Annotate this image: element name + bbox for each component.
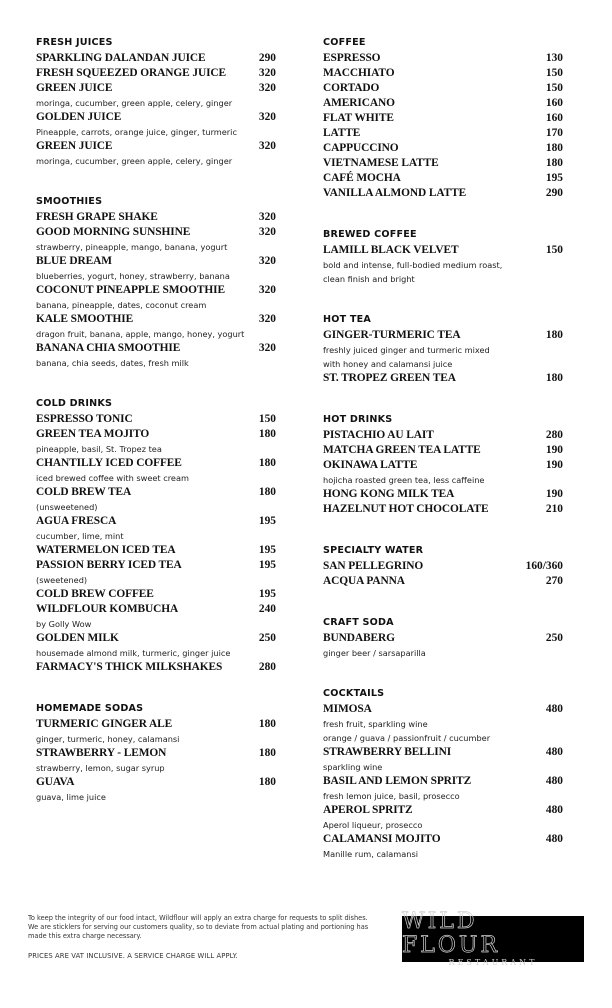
item-name: LATTE bbox=[323, 127, 361, 139]
menu-item bbox=[36, 51, 276, 66]
menu-item bbox=[323, 328, 563, 371]
section-smoothies bbox=[36, 195, 276, 370]
item-description: bold and intense, full-bodied medium roast, bbox=[323, 260, 503, 270]
item-name: FLAT WHITE bbox=[323, 112, 394, 124]
item-name: BLUE DREAM bbox=[36, 255, 112, 267]
section-homemade-sodas bbox=[36, 702, 276, 804]
menu-item bbox=[36, 139, 276, 168]
menu-item bbox=[36, 66, 276, 81]
menu-item bbox=[36, 514, 276, 543]
item-name: CORTADO bbox=[323, 82, 380, 94]
item-description: blueberries, yogurt, honey, strawberry, banana bbox=[36, 271, 230, 281]
item-description: moringa, cucumber, green apple, celery, ginger bbox=[36, 156, 233, 166]
section-cocktails bbox=[323, 687, 563, 861]
menu-item bbox=[36, 602, 276, 631]
menu-item bbox=[323, 141, 563, 156]
item-description: fresh fruit, sparkling wine bbox=[323, 719, 428, 729]
section-specialty-water bbox=[323, 544, 563, 589]
item-name: TURMERIC GINGER ALE bbox=[36, 718, 173, 730]
notice-line: We are sticklers for serving our customers quality, so to deviate from actual plating and portioning has bbox=[28, 923, 369, 931]
section-coffee bbox=[323, 36, 563, 201]
section-title: CRAFT SODA bbox=[323, 617, 394, 628]
menu-item bbox=[323, 243, 563, 286]
menu-item bbox=[36, 543, 276, 558]
menu-item bbox=[323, 443, 563, 458]
item-description: moringa, cucumber, green apple, celery, ginger bbox=[36, 98, 233, 108]
item-price: 170 bbox=[545, 127, 563, 139]
menu-item bbox=[36, 717, 276, 746]
item-price: 195 bbox=[258, 544, 276, 556]
section-craft-soda bbox=[323, 616, 563, 660]
menu-item bbox=[36, 485, 276, 514]
item-name: GREEN JUICE bbox=[36, 140, 113, 152]
menu-item bbox=[323, 803, 563, 832]
item-description: dragon fruit, banana, apple, mango, honey, yogurt bbox=[36, 329, 245, 339]
item-price: 290 bbox=[258, 52, 276, 64]
item-description: fresh lemon juice, basil, prosecco bbox=[323, 791, 460, 801]
menu-item bbox=[36, 225, 276, 254]
item-price: 320 bbox=[258, 284, 276, 296]
menu-item bbox=[323, 487, 563, 502]
menu-item bbox=[323, 832, 563, 861]
item-name: ST. TROPEZ GREEN TEA bbox=[323, 372, 456, 384]
item-description: ginger beer / sarsaparilla bbox=[323, 648, 426, 658]
item-name: BANANA CHIA SMOOTHIE bbox=[36, 342, 181, 354]
item-description: (sweetened) bbox=[36, 575, 88, 585]
menu-item bbox=[323, 126, 563, 141]
item-description: iced brewed coffee with sweet cream bbox=[36, 473, 189, 483]
menu-item bbox=[323, 51, 563, 66]
wildflour-logo bbox=[402, 909, 584, 967]
item-price: 280 bbox=[545, 429, 563, 441]
menu-item bbox=[323, 458, 563, 487]
item-price: 190 bbox=[545, 459, 563, 471]
item-price: 180 bbox=[545, 142, 563, 154]
section-title: COCKTAILS bbox=[323, 688, 385, 699]
menu-item bbox=[323, 559, 563, 574]
item-price: 240 bbox=[258, 603, 276, 615]
item-name: STRAWBERRY - LEMON bbox=[36, 747, 167, 759]
item-price: 320 bbox=[258, 342, 276, 354]
item-price: 250 bbox=[258, 632, 276, 644]
item-description: banana, pineapple, dates, coconut cream bbox=[36, 300, 207, 310]
menu-item bbox=[36, 254, 276, 283]
menu-item bbox=[36, 412, 276, 427]
item-description: strawberry, pineapple, mango, banana, yogurt bbox=[36, 242, 228, 252]
section-title: SMOOTHIES bbox=[36, 196, 103, 207]
item-name: HONG KONG MILK TEA bbox=[323, 488, 455, 500]
item-name: SPARKLING DALANDAN JUICE bbox=[36, 52, 206, 64]
menu-item bbox=[323, 111, 563, 126]
item-name: BASIL AND LEMON SPRITZ bbox=[323, 775, 472, 787]
menu-item bbox=[36, 110, 276, 139]
menu-item bbox=[36, 283, 276, 312]
item-price: 160 bbox=[545, 97, 563, 109]
item-name: COCONUT PINEAPPLE SMOOTHIE bbox=[36, 284, 225, 296]
item-price: 190 bbox=[545, 488, 563, 500]
item-price: 190 bbox=[545, 444, 563, 456]
section-brewed-coffee bbox=[323, 228, 563, 286]
menu-right-column bbox=[323, 36, 563, 888]
section-title: BREWED COFFEE bbox=[323, 229, 417, 240]
menu-item bbox=[36, 210, 276, 225]
item-price: 150 bbox=[258, 413, 276, 425]
item-price: 180 bbox=[545, 372, 563, 384]
item-name: KALE SMOOTHIE bbox=[36, 313, 134, 325]
item-name: LAMILL BLACK VELVET bbox=[323, 244, 459, 256]
logo-subtitle: RESTAURANT bbox=[448, 958, 538, 967]
item-price: 480 bbox=[545, 703, 563, 715]
item-name: AMERICANO bbox=[323, 97, 395, 109]
notice-line: To keep the integrity of our food intact, Wildflour will apply an extra charge for requests to split dishes. bbox=[28, 914, 368, 922]
item-name: CHANTILLY ICED COFFEE bbox=[36, 457, 182, 469]
menu-item bbox=[323, 774, 563, 803]
item-price: 320 bbox=[258, 111, 276, 123]
item-description: banana, chia seeds, dates, fresh milk bbox=[36, 358, 189, 368]
menu-item bbox=[36, 427, 276, 456]
item-description: Pineapple, carrots, orange juice, ginger, turmeric bbox=[36, 127, 237, 137]
menu-item bbox=[36, 746, 276, 775]
menu-item bbox=[323, 502, 563, 517]
item-name: GREEN JUICE bbox=[36, 82, 113, 94]
item-name: WILDFLOUR KOMBUCHA bbox=[36, 603, 179, 615]
item-name: VIETNAMESE LATTE bbox=[323, 157, 439, 169]
item-price: 180 bbox=[258, 776, 276, 788]
item-price: 320 bbox=[258, 226, 276, 238]
section-hot-tea bbox=[323, 313, 563, 386]
item-name: ESPRESSO TONIC bbox=[36, 413, 133, 425]
item-price: 320 bbox=[258, 211, 276, 223]
item-description: (unsweetened) bbox=[36, 502, 98, 512]
item-name: GINGER-TURMERIC TEA bbox=[323, 329, 461, 341]
item-name: ESPRESSO bbox=[323, 52, 381, 64]
item-price: 480 bbox=[545, 833, 563, 845]
menu-item bbox=[323, 96, 563, 111]
item-description: clean finish and bright bbox=[323, 274, 415, 284]
logo-wordmark: WILD FLOUR bbox=[402, 909, 501, 958]
item-name: FRESH SQUEEZED ORANGE JUICE bbox=[36, 67, 227, 79]
item-name: WATERMELON ICED TEA bbox=[36, 544, 176, 556]
item-description: ginger, turmeric, honey, calamansi bbox=[36, 734, 180, 744]
section-title: SPECIALTY WATER bbox=[323, 545, 424, 556]
item-name: GOLDEN MILK bbox=[36, 632, 119, 644]
item-name: CAPPUCCINO bbox=[323, 142, 399, 154]
item-price: 290 bbox=[545, 187, 563, 199]
menu-item bbox=[36, 587, 276, 602]
section-fresh-juices bbox=[36, 36, 276, 168]
split-dish-notice bbox=[28, 914, 388, 941]
item-price: 480 bbox=[545, 775, 563, 787]
item-name: VANILLA ALMOND LATTE bbox=[323, 187, 467, 199]
item-price: 250 bbox=[545, 632, 563, 644]
item-description: Manille rum, calamansi bbox=[323, 849, 419, 859]
section-hot-drinks bbox=[323, 413, 563, 517]
item-name: MATCHA GREEN TEA LATTE bbox=[323, 444, 481, 456]
menu-item bbox=[323, 574, 563, 589]
item-name: FRESH GRAPE SHAKE bbox=[36, 211, 158, 223]
item-price: 320 bbox=[258, 140, 276, 152]
item-name: BUNDABERG bbox=[323, 632, 395, 644]
menu-item bbox=[323, 702, 563, 745]
section-title: HOT DRINKS bbox=[323, 414, 393, 425]
menu-item bbox=[36, 312, 276, 341]
item-description: housemade almond milk, turmeric, ginger juice bbox=[36, 648, 231, 658]
item-price: 180 bbox=[258, 747, 276, 759]
item-price: 195 bbox=[258, 559, 276, 571]
menu-item bbox=[36, 775, 276, 804]
item-name: HAZELNUT HOT CHOCOLATE bbox=[323, 503, 489, 515]
menu-item bbox=[323, 81, 563, 96]
menu-item bbox=[323, 186, 563, 201]
item-name: GOOD MORNING SUNSHINE bbox=[36, 226, 191, 238]
menu-item bbox=[323, 631, 563, 660]
item-price: 210 bbox=[545, 503, 563, 515]
item-price: 195 bbox=[258, 588, 276, 600]
menu-left-column bbox=[36, 36, 276, 831]
item-name: MACCHIATO bbox=[323, 67, 395, 79]
item-name: GREEN TEA MOJITO bbox=[36, 428, 150, 440]
item-description: guava, lime juice bbox=[36, 792, 106, 802]
item-price: 195 bbox=[258, 515, 276, 527]
item-price: 180 bbox=[545, 329, 563, 341]
item-price: 480 bbox=[545, 746, 563, 758]
item-description: by Golly Wow bbox=[36, 619, 92, 629]
item-price: 320 bbox=[258, 67, 276, 79]
menu-item bbox=[36, 660, 276, 675]
section-cold-drinks bbox=[36, 397, 276, 675]
item-price: 320 bbox=[258, 313, 276, 325]
item-price: 130 bbox=[545, 52, 563, 64]
item-price: 270 bbox=[545, 575, 563, 587]
vat-notice: PRICES ARE VAT INCLUSIVE. A SERVICE CHARGE WILL APPLY. bbox=[28, 952, 238, 960]
menu-item bbox=[323, 428, 563, 443]
item-price: 150 bbox=[545, 82, 563, 94]
item-price: 180 bbox=[258, 718, 276, 730]
menu-item bbox=[36, 341, 276, 370]
item-name: COLD BREW TEA bbox=[36, 486, 132, 498]
menu-item bbox=[323, 156, 563, 171]
item-price: 150 bbox=[545, 67, 563, 79]
item-price: 280 bbox=[258, 661, 276, 673]
item-name: STRAWBERRY BELLINI bbox=[323, 746, 452, 758]
item-name: AGUA FRESCA bbox=[36, 515, 117, 527]
menu-item bbox=[323, 371, 563, 386]
item-name: COLD BREW COFFEE bbox=[36, 588, 154, 600]
section-title: HOMEMADE SODAS bbox=[36, 703, 144, 714]
section-title: HOT TEA bbox=[323, 314, 371, 325]
item-description: Aperol liqueur, prosecco bbox=[323, 820, 423, 830]
item-price: 320 bbox=[258, 255, 276, 267]
section-title: COFFEE bbox=[323, 37, 366, 48]
item-price: 320 bbox=[258, 82, 276, 94]
item-price: 480 bbox=[545, 804, 563, 816]
item-name: PASSION BERRY ICED TEA bbox=[36, 559, 182, 571]
item-name: OKINAWA LATTE bbox=[323, 459, 418, 471]
section-title: COLD DRINKS bbox=[36, 398, 113, 409]
item-description: cucumber, lime, mint bbox=[36, 531, 124, 541]
menu-item bbox=[36, 558, 276, 587]
item-name: ACQUA PANNA bbox=[323, 575, 405, 587]
notice-line: made this extra charge necessary. bbox=[28, 932, 142, 940]
item-description: pineapple, basil, St. Tropez tea bbox=[36, 444, 162, 454]
item-description: orange / guava / passionfruit / cucumber bbox=[323, 733, 491, 743]
item-description: strawberry, lemon, sugar syrup bbox=[36, 763, 165, 773]
item-name: SAN PELLEGRINO bbox=[323, 560, 424, 572]
item-description: with honey and calamansi juice bbox=[323, 359, 453, 369]
item-price: 195 bbox=[545, 172, 563, 184]
menu-item bbox=[323, 745, 563, 774]
item-name: PISTACHIO AU LAIT bbox=[323, 429, 434, 441]
menu-item bbox=[323, 66, 563, 81]
item-description: sparkling wine bbox=[323, 762, 383, 772]
item-price: 160/360 bbox=[525, 560, 563, 572]
menu-item bbox=[36, 81, 276, 110]
item-price: 160 bbox=[545, 112, 563, 124]
menu-item bbox=[323, 171, 563, 186]
item-name: MIMOSA bbox=[323, 703, 372, 715]
item-name: CAFÉ MOCHA bbox=[323, 172, 401, 184]
item-price: 180 bbox=[258, 486, 276, 498]
section-title: FRESH JUICES bbox=[36, 37, 113, 48]
item-name: FARMACY'S THICK MILKSHAKES bbox=[36, 661, 223, 673]
item-price: 180 bbox=[258, 457, 276, 469]
item-price: 150 bbox=[545, 244, 563, 256]
item-price: 180 bbox=[258, 428, 276, 440]
menu-item bbox=[36, 631, 276, 660]
item-description: hojicha roasted green tea, less caffeine bbox=[323, 475, 485, 485]
item-description: freshly juiced ginger and turmeric mixed bbox=[323, 345, 490, 355]
item-name: CALAMANSI MOJITO bbox=[323, 833, 441, 845]
item-price: 180 bbox=[545, 157, 563, 169]
item-name: GUAVA bbox=[36, 776, 75, 788]
item-name: APEROL SPRITZ bbox=[323, 804, 413, 816]
item-name: GOLDEN JUICE bbox=[36, 111, 122, 123]
menu-item bbox=[36, 456, 276, 485]
